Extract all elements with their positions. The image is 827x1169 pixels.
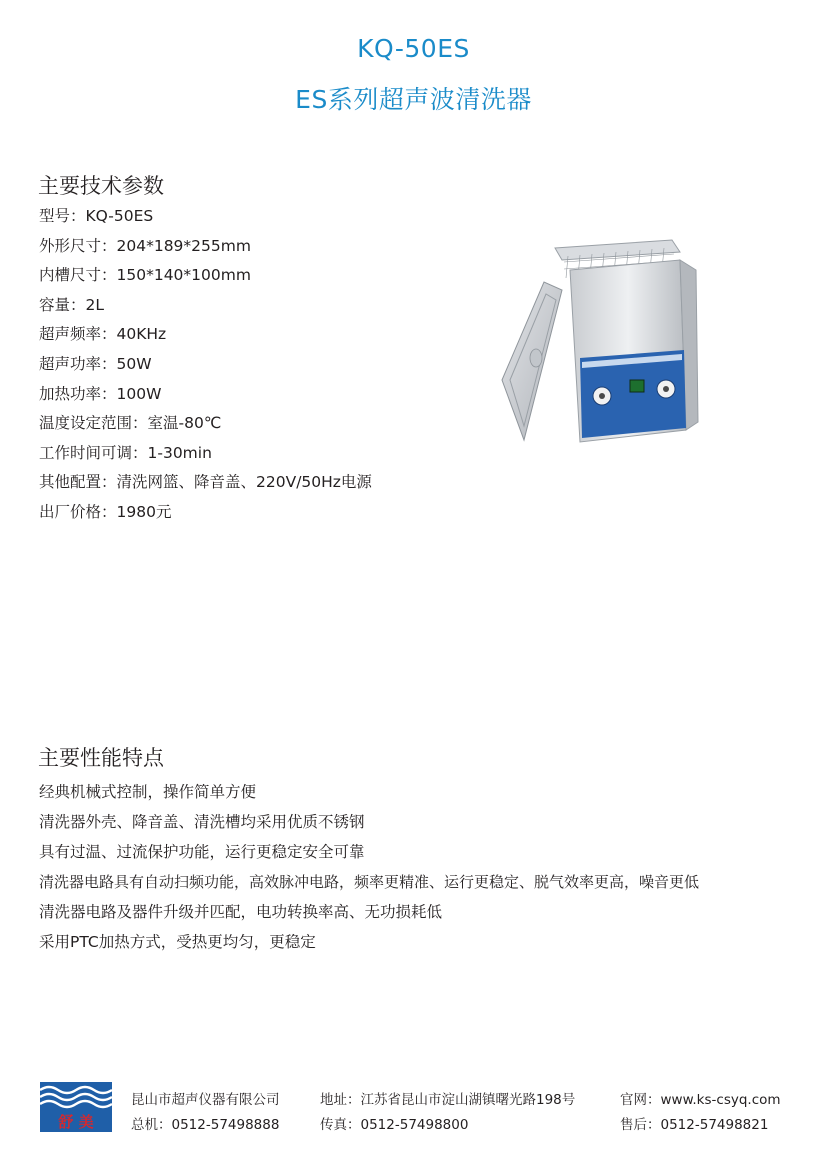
address: 地址：江苏省昆山市淀山湖镇曙光路198号 — [320, 1092, 576, 1108]
feature-line: 采用PTC加热方式，受热更均匀，更稳定 — [39, 933, 316, 951]
spec-line: 加热功率：100W — [39, 384, 162, 403]
feature-line: 清洗器电路具有自动扫频功能，高效脉冲电路，频率更精准、运行更稳定、脱气效率更高，噪音更低 — [39, 873, 700, 891]
svg-text:舒 美: 舒 美 — [58, 1113, 94, 1131]
specs-heading: 主要技术参数 — [38, 174, 164, 198]
features-list — [39, 777, 699, 957]
model-title: KQ-50ES — [357, 34, 470, 63]
spec-line: 容量：2L — [39, 295, 104, 314]
feature-line: 清洗器外壳、降音盖、清洗槽均采用优质不锈钢 — [39, 813, 365, 831]
spec-line: 超声功率：50W — [39, 354, 152, 373]
footer — [0, 1078, 827, 1138]
spec-line: 温度设定范围：室温-80℃ — [39, 414, 222, 433]
spec-line: 内槽尺寸：150*140*100mm — [39, 266, 251, 285]
ultrasonic-cleaner-image — [500, 230, 710, 450]
phone-number: 总机：0512-57498888 — [131, 1117, 280, 1133]
features-heading: 主要性能特点 — [38, 746, 164, 770]
spec-line: 外形尺寸：204*189*255mm — [39, 236, 251, 255]
service-number: 售后：0512-57498821 — [620, 1117, 769, 1133]
feature-line: 清洗器电路及器件升级并匹配，电功转换率高、无功损耗低 — [39, 903, 443, 921]
specs-list — [39, 202, 372, 528]
fax-number: 传真：0512-57498800 — [320, 1117, 469, 1133]
company-name: 昆山市超声仪器有限公司 — [131, 1092, 280, 1108]
series-title: ES系列超声波清洗器 — [295, 85, 532, 114]
feature-line: 经典机械式控制，操作简单方便 — [39, 783, 257, 801]
feature-line: 具有过温、过流保护功能，运行更稳定安全可靠 — [39, 843, 365, 861]
spec-line: 型号：KQ-50ES — [39, 207, 154, 225]
spec-line: 其他配置：清洗网篮、降音盖、220V/50Hz电源 — [39, 473, 372, 492]
company-logo — [40, 1082, 112, 1132]
spec-line: 出厂价格：1980元 — [39, 502, 172, 521]
spec-line: 工作时间可调：1-30min — [39, 443, 212, 462]
spec-line: 超声频率：40KHz — [39, 325, 167, 344]
website: 官网：www.ks-csyq.com — [620, 1092, 781, 1108]
